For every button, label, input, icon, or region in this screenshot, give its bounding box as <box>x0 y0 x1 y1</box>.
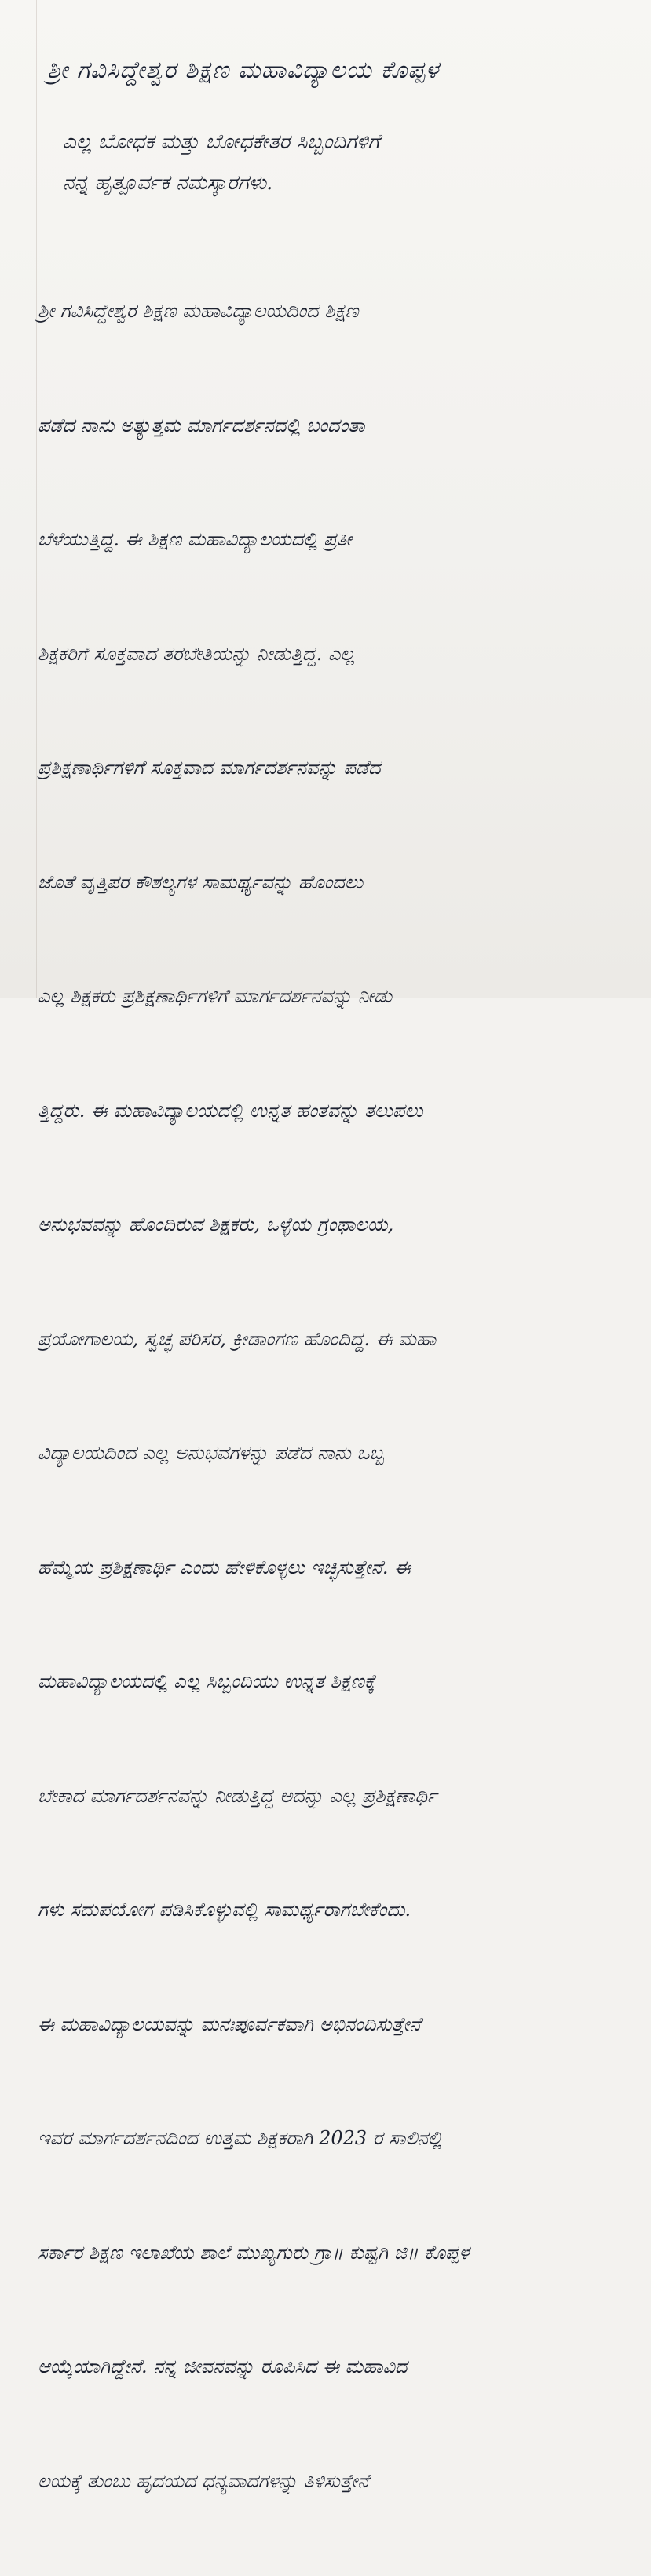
body-line: ಅನುಭವವನ್ನು ಹೊಂದಿರುವ ಶಿಕ್ಷಕರು, ಒಳ್ಳೆಯ ಗ್ರಂಥಾಲಯ, <box>38 1213 394 1235</box>
letter-greeting <box>63 122 613 203</box>
body-line: ಶಿಕ್ಷಕರಿಗೆ ಸೂಕ್ತವಾದ ತರಬೇತಿಯನ್ನು ನೀಡುತ್ತಿದ್ದ. ಎಲ್ಲ <box>38 642 355 665</box>
body-line: ಎಲ್ಲ ಶಿಕ್ಷಕರು ಪ್ರಶಿಕ್ಷಣಾರ್ಥಿಗಳಿಗೆ ಮಾರ್ಗದರ್ಶನವನ್ನು ನೀಡು <box>38 985 393 1007</box>
greeting-line-1: ಎಲ್ಲ ಬೋಧಕ ಮತ್ತು ಬೋಧಕೇತರ ಸಿಬ್ಬಂದಿಗಳಿಗೆ <box>63 130 380 154</box>
body-line: ವಿದ್ಯಾಲಯದಿಂದ ಎಲ್ಲ ಅನುಭವಗಳನ್ನು ಪಡೆದ ನಾನು ಒಬ್ಬ <box>38 1442 385 1464</box>
letter-title: ಶ್ರೀ ಗವಿಸಿದ್ದೇಶ್ವರ ಶಿಕ್ಷಣ ಮಹಾವಿದ್ಯಾಲಯ ಕೊಪ್ಪಳ <box>47 57 440 84</box>
body-line: ಗಳು ಸದುಪಯೋಗ ಪಡಿಸಿಕೊಳ್ಳುವಲ್ಲಿ ಸಾಮರ್ಥ್ಯರಾಗಬೇಕೆಂದು. <box>38 1899 411 1921</box>
body-line: ಈ ಮಹಾವಿದ್ಯಾಲಯವನ್ನು ಮನಃಪೂರ್ವಕವಾಗಿ ಅಭಿನಂದಿಸುತ್ತೇನೆ <box>38 2012 421 2035</box>
body-line: ಶ್ರೀ ಗವಿಸಿದ್ದೇಶ್ವರ ಶಿಕ್ಷಣ ಮಹಾವಿದ್ಯಾಲಯದಿಂದ ಶಿಕ್ಷಣ <box>38 300 359 322</box>
body-line: ತ್ತಿದ್ದರು. ಈ ಮಹಾವಿದ್ಯಾಲಯದಲ್ಲಿ ಉನ್ನತ ಹಂತವನ್ನು ತಲುಪಲು <box>38 1099 423 1122</box>
body-line: ಜೊತೆ ವೃತ್ತಿಪರ ಕೌಶಲ್ಯಗಳ ಸಾಮರ್ಥ್ಯವನ್ನು ಹೊಂದಲು <box>38 870 364 893</box>
body-line: ಆಯ್ಕೆಯಾಗಿದ್ದೇನೆ. ನನ್ನ ಜೀವನವನ್ನು ರೂಪಿಸಿದ ಈ ಮಹಾವಿದ <box>38 2355 408 2377</box>
body-line: ಬೇಕಾದ ಮಾರ್ಗದರ್ಶನವನ್ನು ನೀಡುತ್ತಿದ್ದ ಅದನ್ನು ಎಲ್ಲ ಪ್ರಶಿಕ್ಷಣಾರ್ಥಿ <box>38 1784 437 1807</box>
body-line: ಲಯಕ್ಕೆ ತುಂಬು ಹೃದಯದ ಧನ್ಯವಾದಗಳನ್ನು ತಿಳಿಸುತ್ತೇನೆ <box>38 2469 369 2492</box>
body-line: ಬೆಳೆಯುತ್ತಿದ್ದ. ಈ ಶಿಕ್ಷಣ ಮಹಾವಿದ್ಯಾಲಯದಲ್ಲಿ ಪ್ರತೀ <box>38 528 353 550</box>
letter-body <box>38 216 635 2576</box>
body-line: ಹೆಮ್ಮೆಯ ಪ್ರಶಿಕ್ಷಣಾರ್ಥಿ ಎಂದು ಹೇಳಿಕೊಳ್ಳಲು ಇಚ್ಛಿಸುತ್ತೇನೆ. ಈ <box>38 1556 411 1578</box>
greeting-line-2: ನನ್ನ ಹೃತ್ಪೂರ್ವಕ ನಮಸ್ಕಾರಗಳು. <box>63 171 273 195</box>
body-line: ಇವರ ಮಾರ್ಗದರ್ಶನದಿಂದ ಉತ್ತಮ ಶಿಕ್ಷಕರಾಗಿ 2023 ರ ಸಾಲಿನಲ್ಲಿ <box>38 2127 443 2149</box>
body-line: ಪಡೆದ ನಾನು ಅತ್ಯುತ್ತಮ ಮಾರ್ಗದರ್ಶನದಲ್ಲಿ ಬಂದಂತಾ <box>38 414 365 436</box>
body-line: ಸರ್ಕಾರ ಶಿಕ್ಷಣ ಇಲಾಖೆಯ ಶಾಲೆ ಮುಖ್ಯಗುರು ಗ್ರಾ॥ ಕುಷ್ಟಗಿ ಜಿ॥ ಕೊಪ್ಪಳ <box>38 2241 470 2264</box>
paper-margin-line <box>36 0 37 998</box>
body-line: ಪ್ರಯೋಗಾಲಯ, ಸ್ವಚ್ಛ ಪರಿಸರ, ಕ್ರೀಡಾಂಗಣ ಹೊಂದಿದ್ದ. ಈ ಮಹಾ <box>38 1327 437 1350</box>
body-line: ಪ್ರಶಿಕ್ಷಣಾರ್ಥಿಗಳಿಗೆ ಸೂಕ್ತವಾದ ಮಾರ್ಗದರ್ಶನವನ್ನು ಪಡೆದ <box>38 757 381 779</box>
body-line: ಮಹಾವಿದ್ಯಾಲಯದಲ್ಲಿ ಎಲ್ಲ ಸಿಬ್ಬಂದಿಯು ಉನ್ನತ ಶಿಕ್ಷಣಕ್ಕೆ <box>38 1670 375 1692</box>
